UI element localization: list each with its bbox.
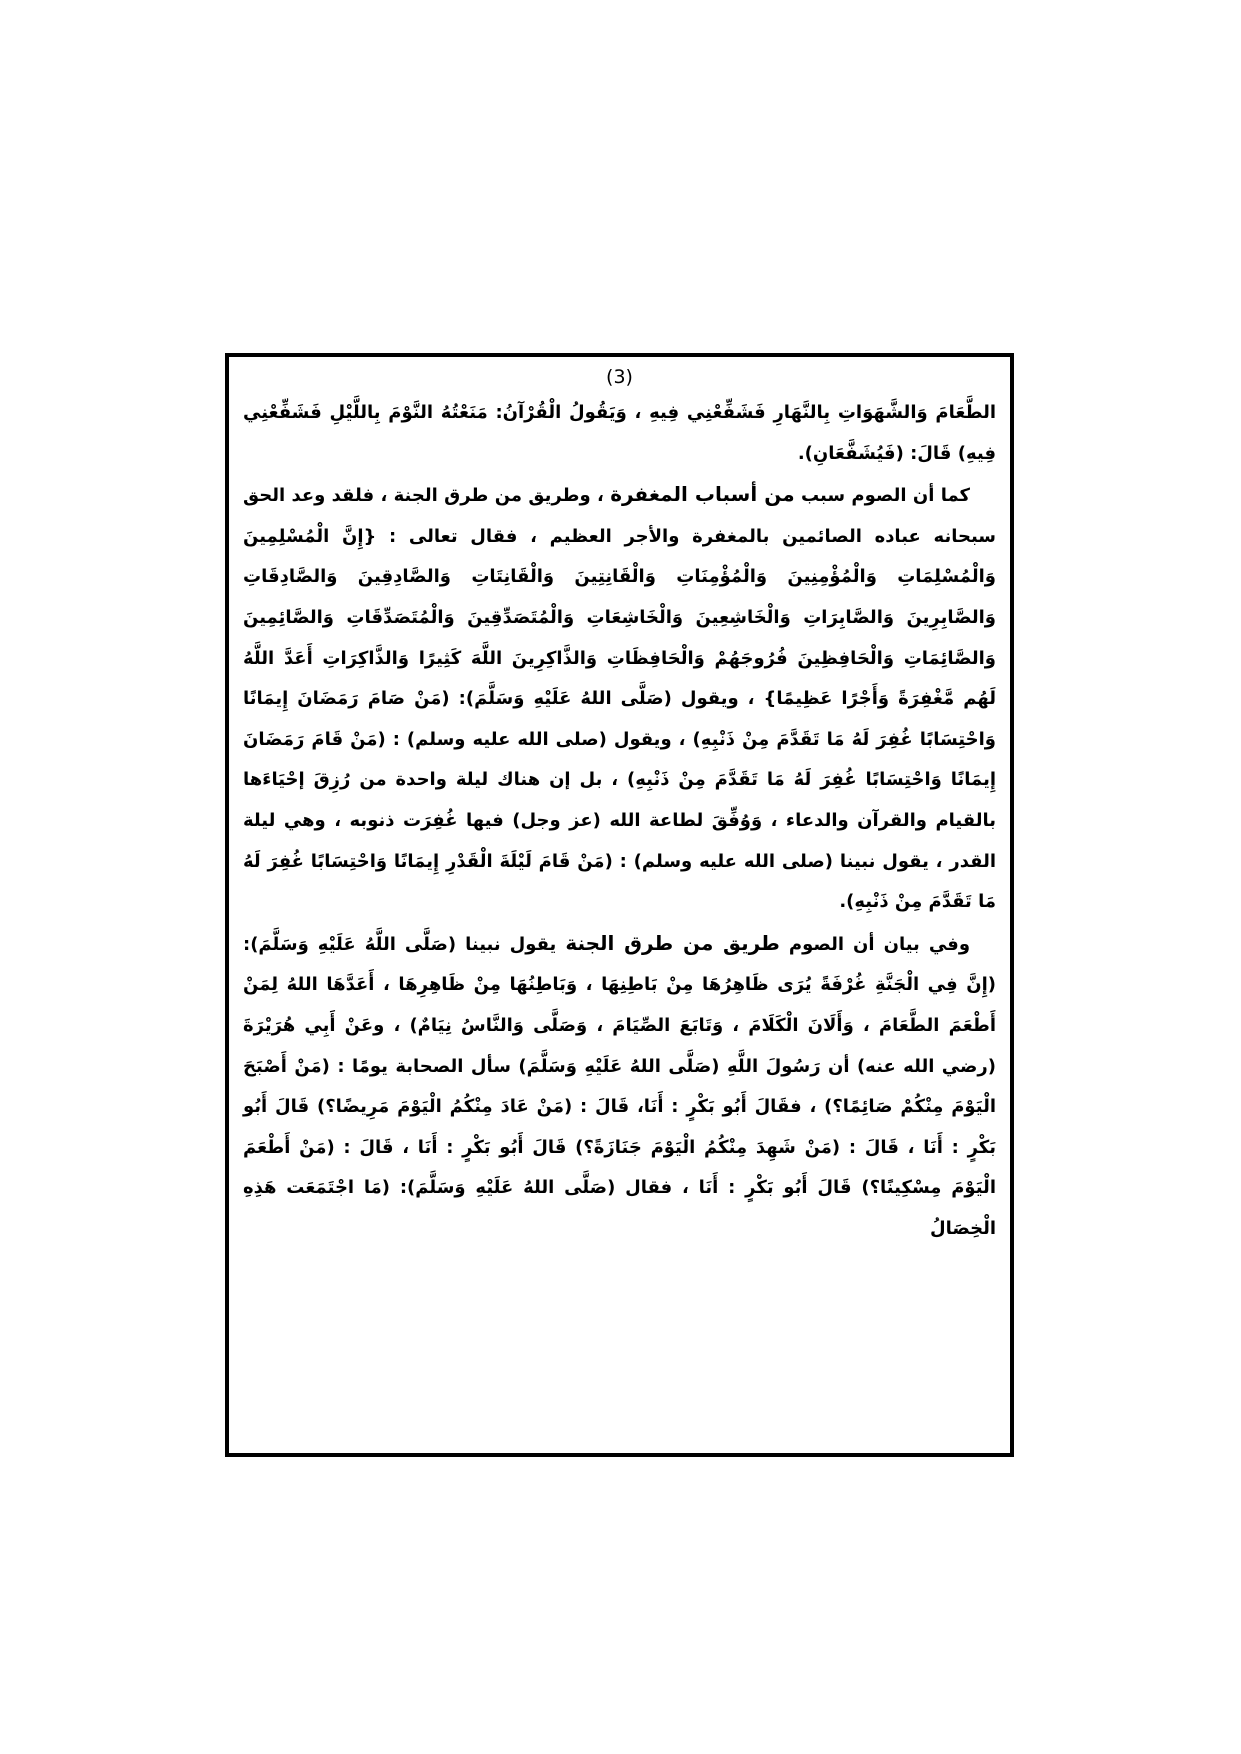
paragraph-paradise [243, 923, 996, 1250]
document-body [243, 393, 996, 1249]
page-frame [225, 353, 1014, 1457]
emphasis-path-to-paradise: طريق من طرق الجنة [565, 930, 780, 955]
paragraph-continuation [243, 393, 996, 474]
emphasis-causes-of-forgiveness: من أسباب المغفرة [610, 482, 795, 507]
paragraph-text: ، وطريق من طرق الجنة ، فلقد وعد الحق سبحانه عباده الصائمين بالمغفرة والأجر العظيم ، فقال تعالى : {إِنَّ الْمُسْلِمِينَ وَالْمُسْلِمَاتِ وَالْمُؤْمِنِينَ وَالْمُؤْمِنَاتِ وَالْقَانِتِينَ وَالْقَانِتَاتِ وَالصَّادِقِينَ وَالصَّادِقَاتِ وَالصَّابِرِينَ وَالصَّابِرَاتِ وَالْخَاشِعِينَ وَالْخَاشِعَاتِ وَالْمُتَصَدِّقِينَ وَالْمُتَصَدِّقَاتِ وَالصَّائِمِينَ وَالصَّائِمَاتِ وَالْحَافِظِينَ فُرُوجَهُمْ وَالْحَافِظَاتِ وَالذَّاكِرِينَ اللَّهَ كَثِيرًا وَالذَّاكِرَاتِ أَعَدَّ اللَّهُ لَهُم مَّغْفِرَةً وَأَجْرًا عَظِيمًا} ، ويقول (صَلَّى اللهُ عَلَيْهِ وَسَلَّمَ): (مَنْ صَامَ رَمَضَانَ إِيمَانًا وَاحْتِسَابًا غُفِرَ لَهُ مَا تَقَدَّمَ مِنْ ذَنْبِهِ) ، ويقول (صلى الله عليه وسلم) : (مَنْ قَامَ رَمَضَانَ إِيمَانًا وَاحْتِسَابًا غُفِرَ لَهُ مَا تَقَدَّمَ مِنْ ذَنْبِهِ) ، بل إن هناك ليلة واحدة من رُزِقَ إحْيَاءَها بالقيام والقرآن والدعاء ، وَوُفِّقَ لطاعة الله (عز وجل) فيها غُفِرَت ذنوبه ، وهي ليلة القدر ، يقول نبينا (صلى الله عليه وسلم) : (مَنْ قَامَ لَيْلَةَ الْقَدْرِ إِيمَانًا وَاحْتِسَابًا غُفِرَ لَهُ مَا تَقَدَّمَ مِنْ ذَنْبِهِ). [243, 485, 996, 913]
paragraph-text: يقول نبينا (صَلَّى اللَّهُ عَلَيْهِ وَسَلَّمَ): (إِنَّ فِي الْجَنَّةِ غُرْفَةً يُرَى ظَاهِرُهَا مِنْ بَاطِنِهَا ، وَبَاطِنُهَا مِنْ ظَاهِرِهَا ، أَعَدَّهَا اللهُ لِمَنْ أَطْعَمَ الطَّعَامَ ، وَأَلَانَ الْكَلَامَ ، وَتَابَعَ الصِّيَامَ ، وَصَلَّى وَالنَّاسُ نِيَامٌ) ، وعَنْ أَبِي هُرَيْرَةَ (رضي الله عنه) أن رَسُولَ اللَّهِ (صَلَّى اللهُ عَلَيْهِ وَسَلَّمَ) سأل الصحابة يومًا : (مَنْ أَصْبَحَ الْيَوْمَ مِنْكُمْ صَائِمًا؟) ، فقَالَ أَبُو بَكْرٍ : أَنَا، قَالَ : (مَنْ عَادَ مِنْكُمُ الْيَوْمَ مَرِيضًا؟) قَالَ أَبُو بَكْرٍ : أَنَا ، قَالَ : (مَنْ شَهِدَ مِنْكُمُ الْيَوْمَ جَنَازَةً؟) قَالَ أَبُو بَكْرٍ : أَنَا ، قَالَ : (مَنْ أَطْعَمَ الْيَوْمَ مِسْكِينًا؟) قَالَ أَبُو بَكْرٍ : أَنَا ، فقال (صَلَّى اللهُ عَلَيْهِ وَسَلَّمَ): (مَا اجْتَمَعَت هَذِهِ الْخِصَالُ [243, 933, 996, 1239]
paragraph-text: كما أن الصوم سبب [794, 485, 971, 507]
paragraph-text: الطَّعَامَ وَالشَّهَوَاتِ بِالنَّهَارِ فَشَفِّعْنِي فِيهِ ، وَيَقُولُ الْقُرْآنُ: مَنَعْتُهُ النَّوْمَ بِاللَّيْلِ فَشَفِّعْنِي فِيهِ) قَالَ: (فَيُشَفَّعَانِ). [243, 402, 996, 464]
paragraph-forgiveness [243, 474, 996, 923]
page-number: (3) [606, 366, 633, 388]
paragraph-text: وفي بيان أن الصوم [779, 933, 971, 955]
